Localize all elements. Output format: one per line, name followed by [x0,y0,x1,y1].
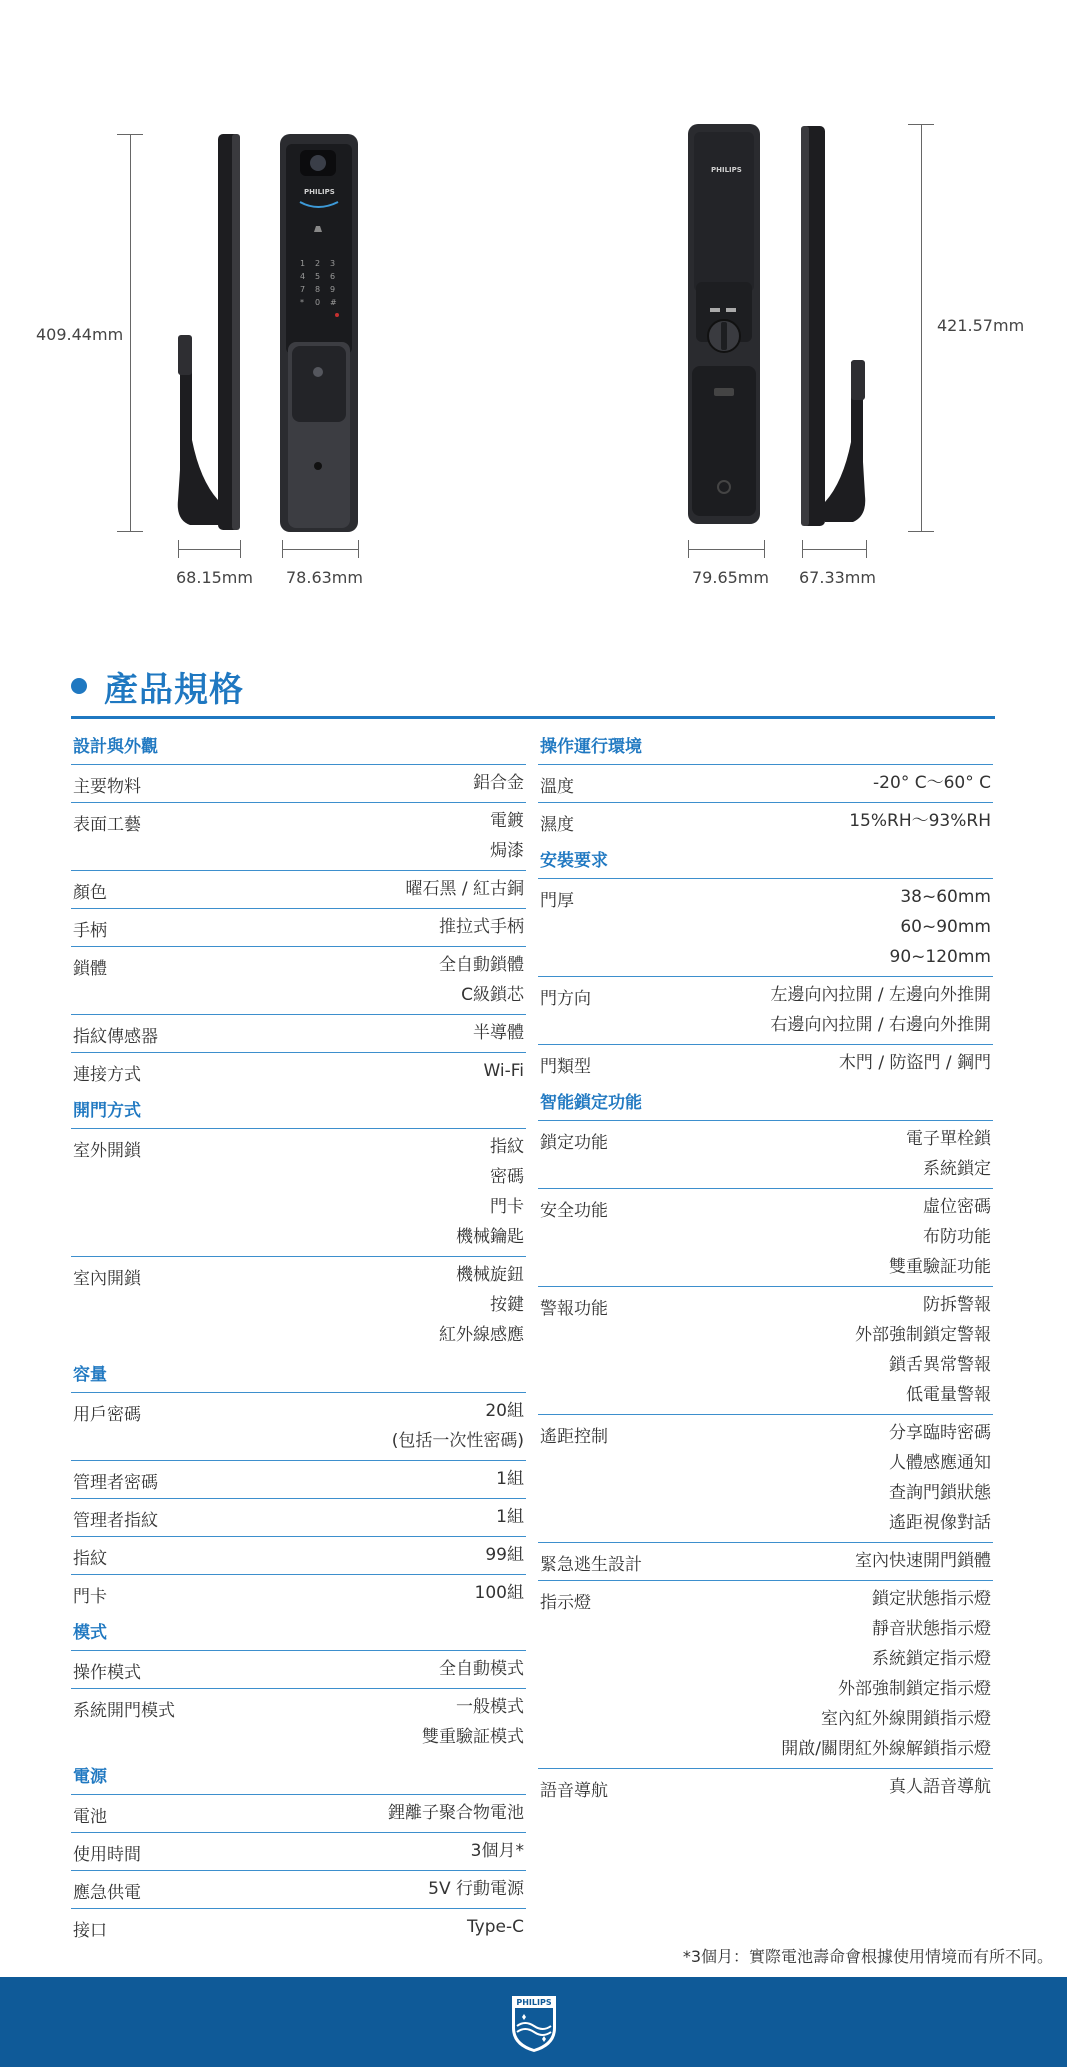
spec-value: 真人語音導航 [889,1777,991,1797]
lock-side-view-right [797,122,873,532]
spec-label: 主要物料 [73,777,141,797]
spec-value: 防拆警報 [923,1295,991,1315]
spec-values [490,810,524,870]
spec-row [71,1014,526,1053]
spec-label: 門類型 [540,1057,591,1077]
spec-row [71,870,526,909]
height-dimension-cap-top-right [908,124,934,125]
spec-values [422,1696,524,1756]
spec-row [71,1256,526,1355]
width-dim-cap-d [764,540,765,558]
keypad-key-4: 4 [300,272,306,281]
spec-value: 外部強制鎖定指示燈 [838,1679,991,1699]
spec-section-header [538,1082,993,1120]
spec-label: 指紋傳感器 [73,1027,158,1047]
spec-label: 室外開鎖 [73,1141,141,1161]
spec-label: 緊急逃生設計 [540,1555,642,1575]
height-dimension-cap-bottom-left [117,531,143,532]
spec-value: 右邊向內拉開 / 右邊向外推開 [770,1015,991,1035]
spec-value: 全自動鎖體 [439,955,524,975]
width-dim-cap-b [358,540,359,558]
width-label-left: 78.63mm [286,568,363,587]
spec-section-header [71,1756,526,1794]
spec-value: (包括一次性密碼) [391,1431,524,1451]
spec-value: 室內快速開門鎖體 [855,1551,991,1571]
spec-values [873,772,991,802]
spec-value: 布防功能 [923,1227,991,1247]
spec-value: 曜石黑 / 紅古銅 [405,879,524,899]
spec-value: 90~120mm [889,947,991,967]
spec-values [483,1060,524,1090]
spec-value: 鎖舌異常警報 [889,1355,991,1375]
spec-label: 鎖體 [73,959,107,979]
spec-label: 系統開門模式 [73,1701,175,1721]
keypad-key-hash: # [330,298,337,307]
spec-values [889,1776,991,1806]
spec-values [855,1550,991,1580]
battery-footnote: *3個月：實際電池壽命會根據使用情境而有所不同。 [682,1947,1053,1966]
spec-label: 應急供電 [73,1883,141,1903]
depth-dim-cap-d [866,540,867,558]
depth-dim-cap-b [240,540,241,558]
spec-value: 指紋 [490,1137,524,1157]
spec-value: 20組 [485,1401,524,1421]
keypad-key-7: 7 [300,285,306,294]
spec-label: 手柄 [73,921,107,941]
spec-value: 系統鎖定 [923,1159,991,1179]
back-brand-text: PHILIPS [711,166,742,174]
spec-values [849,810,991,840]
keypad-key-star: * [300,298,304,307]
spec-label: 表面工藝 [73,815,141,835]
spec-label: 電池 [73,1807,107,1827]
spec-row [71,1392,526,1461]
spec-values [388,1802,524,1832]
spec-value: 遙距視像對話 [889,1513,991,1533]
philips-shield-logo [508,1992,560,2054]
spec-value: 室內紅外線開鎖指示燈 [821,1709,991,1729]
spec-value: 電鍍 [490,811,524,831]
lock-back-view [684,122,764,532]
spec-value: 鋰離子聚合物電池 [388,1803,524,1823]
spec-value: 紅外線感應 [439,1325,524,1345]
spec-row [71,1870,526,1909]
spec-row [71,764,526,803]
spec-values [439,1658,524,1688]
spec-value: 100組 [474,1583,524,1603]
spec-label: 門厚 [540,891,574,911]
spec-values [485,1544,524,1574]
spec-value: 按鍵 [490,1295,524,1315]
spec-section-title: 操作運行環境 [540,737,642,757]
spec-value: 門卡 [490,1197,524,1217]
spec-label: 室內開鎖 [73,1269,141,1289]
spec-values [855,1294,991,1414]
spec-row [71,946,526,1015]
spec-values [439,1264,524,1354]
spec-column-left [71,726,526,1941]
spec-values [473,772,524,802]
spec-label: 用戶密碼 [73,1405,141,1425]
spec-value: 雙重驗証功能 [889,1257,991,1277]
spec-value: 機械鑰匙 [456,1227,524,1247]
spec-row [71,1650,526,1689]
spec-label: 使用時間 [73,1845,141,1865]
spec-value: 60~90mm [900,917,991,937]
spec-row [538,1286,993,1415]
spec-row [538,802,993,841]
spec-values [889,1422,991,1542]
keypad-key-9: 9 [330,285,336,294]
spec-values [781,1588,991,1768]
spec-row [71,908,526,947]
spec-values [839,1052,991,1082]
spec-value: 機械旋鈕 [456,1265,524,1285]
spec-label: 遙距控制 [540,1427,608,1447]
spec-row [71,1832,526,1871]
spec-values [392,1400,524,1460]
spec-value: 1組 [496,1469,524,1489]
spec-section-header [538,840,993,878]
spec-row [71,1460,526,1499]
spec-label: 語音導航 [540,1781,608,1801]
depth-label-right: 67.33mm [799,568,876,587]
spec-values [475,1582,524,1612]
spec-section-header [538,726,993,764]
spec-value: 木門 / 防盜門 / 鋼門 [838,1053,991,1073]
spec-row [538,764,993,803]
spec-row [71,1052,526,1091]
spec-section-header [71,1090,526,1128]
spec-row [538,1768,993,1807]
spec-value: 鎖定狀態指示燈 [872,1589,991,1609]
spec-row [71,1688,526,1757]
spec-value: 15%RH～93%RH [849,811,991,831]
spec-values [890,886,991,976]
spec-row [538,1542,993,1581]
spec-values [439,954,524,1014]
spec-value: 電子單栓鎖 [906,1129,991,1149]
spec-section-title: 安裝要求 [540,851,608,871]
spec-value: 開啟/關閉紅外線解鎖指示燈 [781,1739,991,1759]
spec-section-title: 容量 [73,1365,107,1385]
spec-value: -20° C～60° C [873,773,991,793]
keypad-key-6: 6 [330,272,336,281]
title-bullet [71,678,87,694]
spec-label: 鎖定功能 [540,1133,608,1153]
height-label-left: 409.44mm [36,325,124,344]
spec-row [538,976,993,1045]
spec-row [538,1414,993,1543]
spec-row [538,1580,993,1769]
spec-value: 3個月* [470,1841,524,1861]
spec-label: 接口 [73,1921,107,1941]
spec-value: 低電量警報 [906,1385,991,1405]
spec-row [71,1574,526,1613]
spec-values [471,1840,524,1870]
spec-value: 雙重驗証模式 [422,1727,524,1747]
keypad-key-2: 2 [315,259,321,268]
spec-value: 系統鎖定指示燈 [872,1649,991,1669]
spec-value: 外部強制鎖定警報 [855,1325,991,1345]
spec-value: Wi-Fi [483,1061,524,1081]
depth-dim-line-right [802,549,866,550]
keypad-key-5: 5 [315,272,321,281]
spec-section-title: 開門方式 [73,1101,141,1121]
spec-label: 溫度 [540,777,574,797]
keypad-key-0: 0 [315,298,321,307]
spec-value: 99組 [485,1545,524,1565]
spec-value: 靜音狀態指示燈 [872,1619,991,1639]
spec-row [71,1128,526,1257]
spec-label: 警報功能 [540,1299,608,1319]
keypad-key-8: 8 [315,285,321,294]
height-dimension-line-right [921,124,922,531]
spec-section-header [71,1354,526,1392]
spec-values [467,1916,524,1946]
front-brand-text: PHILIPS [304,188,335,196]
width-label-right: 79.65mm [692,568,769,587]
page-title: 產品規格 [104,670,244,710]
keypad-key-1: 1 [300,259,306,268]
spec-value: 38~60mm [900,887,991,907]
spec-section-header [71,726,526,764]
spec-label: 安全功能 [540,1201,608,1221]
height-dimension-cap-bottom-right [908,531,934,532]
spec-values [439,916,524,946]
spec-values [473,1022,524,1052]
spec-values [405,878,524,908]
spec-section-title: 電源 [73,1767,107,1787]
spec-row [71,1498,526,1537]
spec-row [538,1188,993,1287]
spec-label: 連接方式 [73,1065,141,1085]
width-dim-line-left [282,549,358,550]
spec-row [538,1120,993,1189]
spec-value: 人體感應通知 [889,1453,991,1473]
spec-values [770,984,991,1044]
spec-value: 密碼 [490,1167,524,1187]
spec-value: 推拉式手柄 [439,917,524,937]
spec-label: 管理者密碼 [73,1473,158,1493]
depth-label-left: 68.15mm [176,568,253,587]
spec-label: 門卡 [73,1587,107,1607]
spec-row [71,1908,526,1947]
spec-label: 指示燈 [540,1593,591,1613]
spec-row [538,878,993,977]
spec-value: 左邊向內拉開 / 左邊向外推開 [770,985,991,1005]
height-dimension-line-left [130,134,131,531]
spec-values [496,1468,524,1498]
spec-label: 操作模式 [73,1663,141,1683]
title-divider [71,716,995,719]
spec-row [71,1794,526,1833]
lock-side-view-left [170,130,246,535]
spec-label: 門方向 [540,989,591,1009]
lock-front-view [278,132,360,534]
spec-value: 全自動模式 [439,1659,524,1679]
spec-label: 指紋 [73,1549,107,1569]
spec-value: 焗漆 [490,841,524,861]
spec-values [889,1196,991,1286]
height-dimension-cap-top-left [117,134,143,135]
width-dim-line-right [688,549,764,550]
spec-section-header [71,1612,526,1650]
spec-value: 查詢門鎖狀態 [889,1483,991,1503]
logo-brand-text: PHILIPS [516,1998,552,2007]
spec-label: 管理者指紋 [73,1511,158,1531]
spec-section-title: 模式 [73,1623,107,1643]
spec-column-right [538,726,993,1906]
spec-value: 一般模式 [456,1697,524,1717]
spec-section-title: 設計與外觀 [73,737,158,757]
spec-label: 濕度 [540,815,574,835]
spec-values [496,1506,524,1536]
spec-value: 分享臨時密碼 [889,1423,991,1443]
spec-values [428,1878,524,1908]
depth-dim-line-left [178,549,240,550]
keypad-key-3: 3 [330,259,336,268]
spec-values [456,1136,524,1256]
spec-row [71,802,526,871]
spec-label: 顏色 [73,883,107,903]
spec-value: 5V 行動電源 [428,1879,524,1899]
spec-section-title: 智能鎖定功能 [540,1093,642,1113]
spec-value: 1組 [496,1507,524,1527]
spec-value: 鋁合金 [473,773,524,793]
height-label-right: 421.57mm [937,316,1025,335]
spec-value: C級鎖芯 [461,985,524,1005]
spec-values [906,1128,991,1188]
spec-row [538,1044,993,1083]
spec-value: Type-C [466,1917,524,1937]
spec-value: 半導體 [473,1023,524,1043]
spec-row [71,1536,526,1575]
spec-value: 虛位密碼 [923,1197,991,1217]
